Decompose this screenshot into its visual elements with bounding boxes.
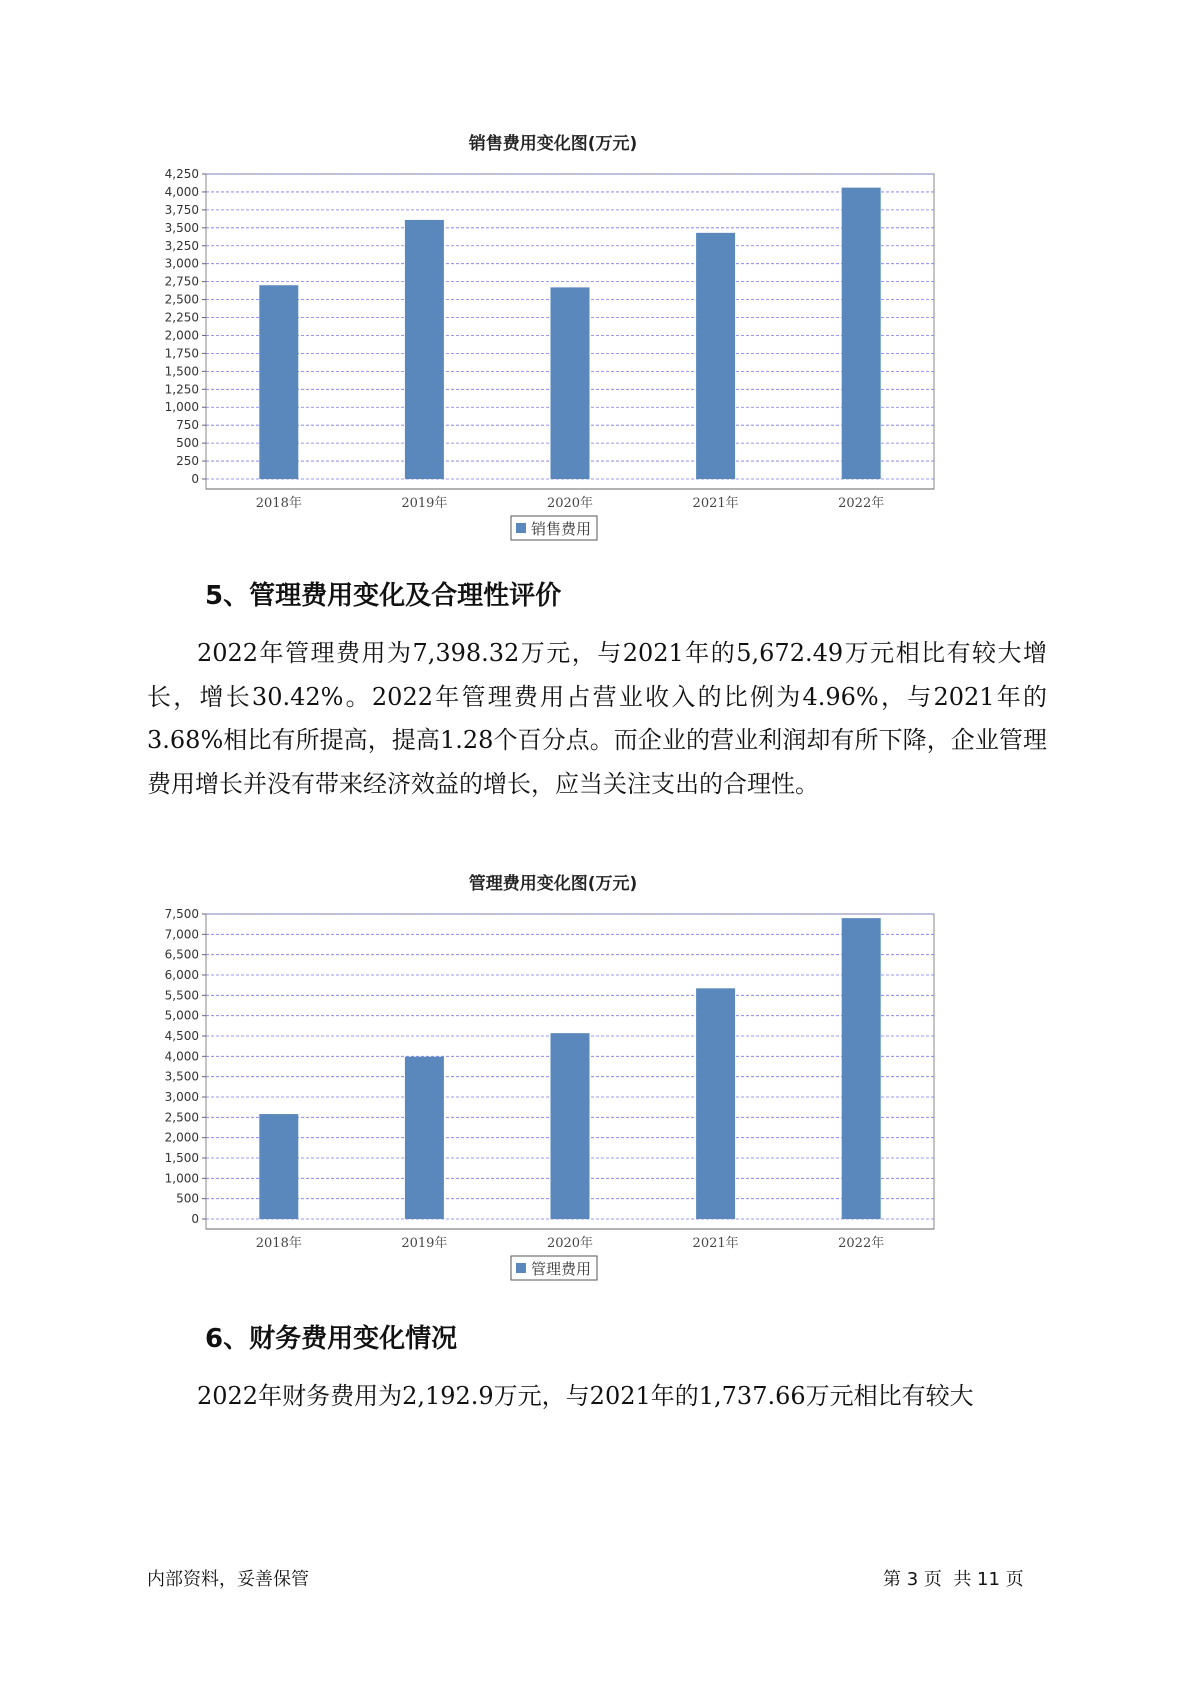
section-6-text: 2022年财务费用为2,192.9万元，与2021年的1,737.66万元相比有较大 [197,1382,974,1410]
y-tick-label: 250 [176,454,199,469]
chart-title: 销售费用变化图(万元) [468,134,638,154]
y-tick-label: 3,500 [164,220,199,235]
chart-legend [511,516,597,540]
footer-page-number: 第 3 页 共 11 页 [883,1569,1024,1590]
y-tick-label: 3,000 [164,256,199,271]
x-tick-label: 2020年 [546,1236,594,1251]
legend-swatch [516,523,526,533]
plot-area [165,907,934,1251]
bar [842,188,881,479]
y-tick-label: 3,500 [164,1069,199,1084]
section-6-heading: 6、财务费用变化情况 [205,1324,458,1354]
bar [259,285,298,479]
y-tick-label: 2,000 [164,1130,199,1145]
section-5-heading: 5、管理费用变化及合理性评价 [205,581,562,611]
y-tick-label: 3,750 [164,202,199,217]
x-tick-label: 2018年 [255,496,302,511]
sales-expense-chart [150,125,1030,555]
bar [551,1033,590,1219]
x-tick-label: 2019年 [401,496,448,511]
sales-expense-chart-svg [150,125,1030,555]
bar [551,287,590,479]
y-tick-label: 2,250 [164,310,199,325]
y-tick-label: 4,500 [164,1029,199,1043]
y-tick-label: 4,000 [164,1049,199,1064]
y-tick-label: 1,250 [164,382,199,397]
bar [259,1114,298,1219]
section-5-text: 2022年管理费用为7,398.32万元，与2021年的5,672.49万元相比有较大增长，增长30.42%。2022年管理费用占营业收入的比例为4.96%，与2021年的3.68%相比有所提高，提高1.28个百分点。而企业的营业利润却有所下降，企业管理费用增长并没有带来经济效益的增长，应当关注支出的合理性。 [147,639,1047,798]
chart-legend [511,1256,597,1280]
y-tick-label: 3,250 [164,238,199,253]
y-tick-label: 1,500 [164,1151,199,1165]
y-tick-label: 2,500 [164,292,199,307]
y-tick-label: 2,000 [164,328,199,343]
section-6-paragraph [147,1375,1047,1419]
footer-left: 内部资料，妥善保管 [147,1569,309,1590]
x-tick-label: 2022年 [838,1236,885,1251]
y-tick-label: 5,000 [164,1008,199,1023]
x-tick-label: 2021年 [692,496,739,511]
section-5-paragraph [147,632,1047,806]
bar [696,233,735,479]
y-tick-label: 750 [176,418,199,433]
bar [696,988,735,1219]
y-tick-label: 1,750 [164,346,199,361]
y-tick-label: 1,000 [164,400,199,415]
plot-area [165,167,934,511]
y-tick-label: 6,000 [164,968,199,982]
legend-label: 销售费用 [531,520,592,538]
y-tick-label: 3,000 [164,1090,199,1104]
y-tick-label: 6,500 [164,947,199,962]
y-tick-label: 2,500 [164,1110,199,1125]
y-tick-label: 5,500 [164,988,199,1003]
chart-title: 管理费用变化图(万元) [468,874,638,894]
bar [405,220,444,479]
y-tick-label: 500 [176,1191,199,1206]
y-tick-label: 4,250 [164,167,199,181]
y-tick-label: 0 [191,1212,199,1226]
x-tick-label: 2021年 [692,1236,739,1251]
y-tick-label: 0 [191,472,199,486]
bar [842,918,881,1219]
y-tick-label: 1,000 [164,1171,199,1186]
y-tick-label: 500 [176,436,199,451]
admin-expense-chart [150,865,1030,1295]
legend-swatch [516,1263,526,1273]
x-tick-label: 2018年 [255,1236,302,1251]
y-tick-label: 7,000 [164,927,199,942]
y-tick-label: 1,500 [164,364,199,379]
legend-label: 管理费用 [531,1260,592,1278]
y-tick-label: 7,500 [164,907,199,921]
bar [405,1057,444,1219]
y-tick-label: 2,750 [164,274,199,289]
admin-expense-chart-svg [150,865,1030,1295]
x-tick-label: 2022年 [838,496,885,511]
x-tick-label: 2019年 [401,1236,448,1251]
y-tick-label: 4,000 [164,184,199,199]
x-tick-label: 2020年 [546,496,594,511]
